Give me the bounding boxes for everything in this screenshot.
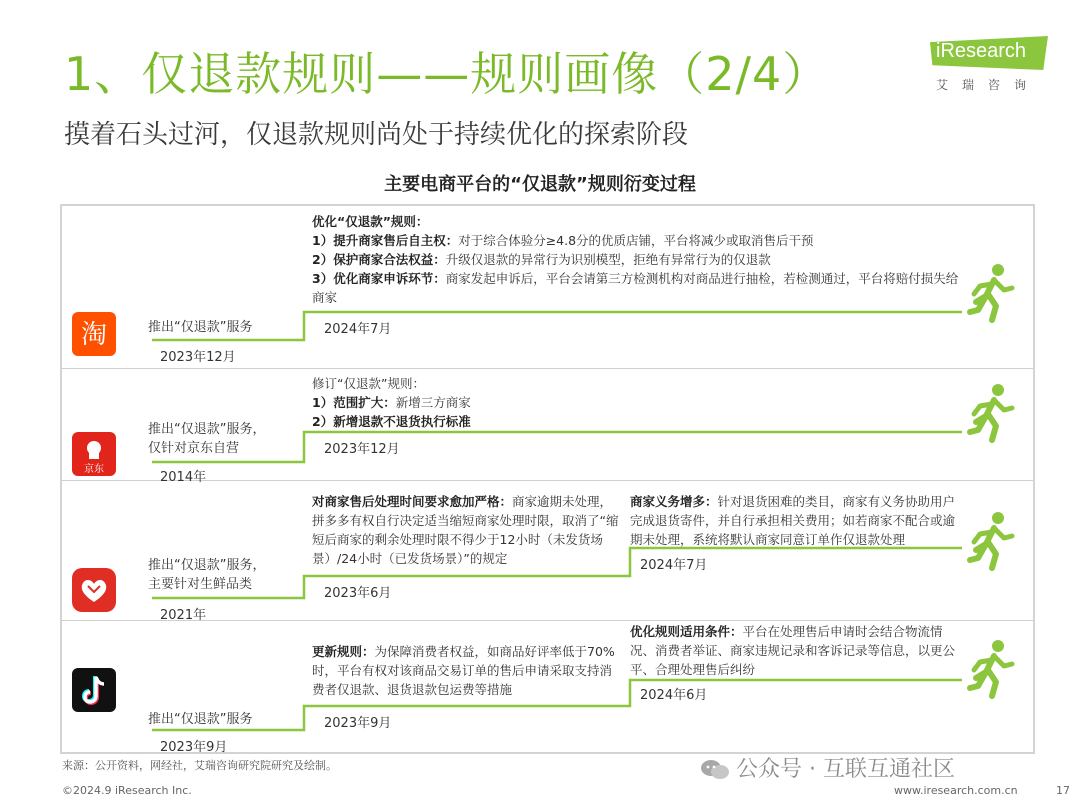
update-date-pinduoduo-1: 2023年6月 [324, 586, 392, 601]
page-number: 17 [1056, 784, 1070, 797]
source-note: 来源：公开资料，网经社，艾瑞咨询研究院研究及绘制。 [62, 759, 337, 772]
svg-text:淘: 淘 [80, 320, 108, 350]
logo-text: iResearch [936, 40, 1027, 62]
start-event-douyin: 推出“仅退款”服务 [148, 712, 253, 727]
runner-icon [966, 262, 1016, 324]
page-title: 1、仅退款规则——规则画像（2/4） [64, 47, 830, 101]
runner-icon [966, 510, 1016, 572]
update-date-douyin-1: 2023年9月 [324, 716, 392, 731]
iresearch-logo [930, 36, 1050, 96]
runner-icon [966, 638, 1016, 700]
start-date-douyin: 2023年9月 [160, 740, 228, 755]
taobao-logo [72, 312, 116, 356]
update-desc-jd-1: 修订“仅退款”规则： 1）范围扩大：新增三方商家 2）新增退款不退货执行标准 [312, 376, 471, 429]
start-event-taobao: 推出“仅退款”服务 [148, 320, 253, 335]
update-desc-douyin-1: 更新规则：为保障消费者权益，如商品好评率低于70%时，平台有权对该商品交易订单的售后申请采取支持消费者仅退款、退货退款包运费等措施 [312, 644, 615, 697]
watermark: 公众号 · 互联互通社区 [700, 752, 955, 783]
update-date-taobao-1: 2024年7月 [324, 322, 392, 337]
update-date-douyin-2: 2024年6月 [640, 688, 708, 703]
start-date-taobao: 2023年12月 [160, 350, 236, 365]
chart-title: 主要电商平台的“仅退款”规则衍变过程 [384, 174, 696, 195]
update-date-jd-1: 2023年12月 [324, 442, 400, 457]
start-date-pinduoduo: 2021年 [160, 608, 207, 623]
logo-subtext: 艾瑞咨询 [936, 78, 1041, 92]
update-date-pinduoduo-2: 2024年7月 [640, 558, 708, 573]
start-date-jd: 2014年 [160, 470, 207, 485]
update-desc-taobao-1: 优化“仅退款”规则： 1）提升商家售后自主权：对于综合体验分≥4.8分的优质店铺，平台将减少或取消售后干预 2）保护商家合法权益：升级仅退款的异常行为识别模型，拒绝有异常行为的仅退款 3）优化商家申诉环节：商家发起申诉后，平台会请第三方检测机构对商品进行抽检，若检测通过，平台将赔付损失给商家 [312, 214, 959, 305]
jd-logo [72, 432, 116, 476]
runner-icon [966, 382, 1016, 444]
start-event-pinduoduo: 推出“仅退款”服务， 主要针对生鲜品类 [148, 558, 266, 592]
start-event-jd: 推出“仅退款”服务， 仅针对京东自营 [148, 422, 266, 456]
update-desc-pinduoduo-2: 商家义务增多：针对退货困难的类目，商家有义务协助用户完成退货寄件，并自行承担相关费用；如若商家不配合或逾期未处理，系统将默认商家同意订单作仅退款处理 [630, 494, 956, 547]
svg-text:京东: 京东 [84, 464, 104, 475]
timeline-frame [60, 204, 1035, 754]
update-desc-pinduoduo-1: 对商家售后处理时间要求愈加严格：商家逾期未处理，拼多多有权自行决定适当缩短商家处理时限，取消了“缩短后商家的剩余处理时限不得少于12小时（未发货场景）/24小时（已发货场景）”的规定 [312, 494, 619, 566]
timeline-line-jd [152, 432, 962, 462]
copyright: ©2024.9 iResearch Inc. [62, 784, 192, 797]
douyin-logo [72, 668, 116, 712]
page-subtitle: 摸着石头过河，仅退款规则尚处于持续优化的探索阶段 [64, 120, 689, 150]
timeline-line-taobao [152, 312, 962, 340]
wechat-icon [700, 759, 730, 781]
pinduoduo-logo [72, 568, 116, 612]
update-desc-douyin-2: 优化规则适用条件：平台在处理售后申请时会结合物流情况、消费者举证、商家违规记录和客诉记录等信息，以更公平、合理处理售后纠纷 [630, 624, 956, 677]
website: www.iresearch.com.cn [894, 784, 1018, 797]
